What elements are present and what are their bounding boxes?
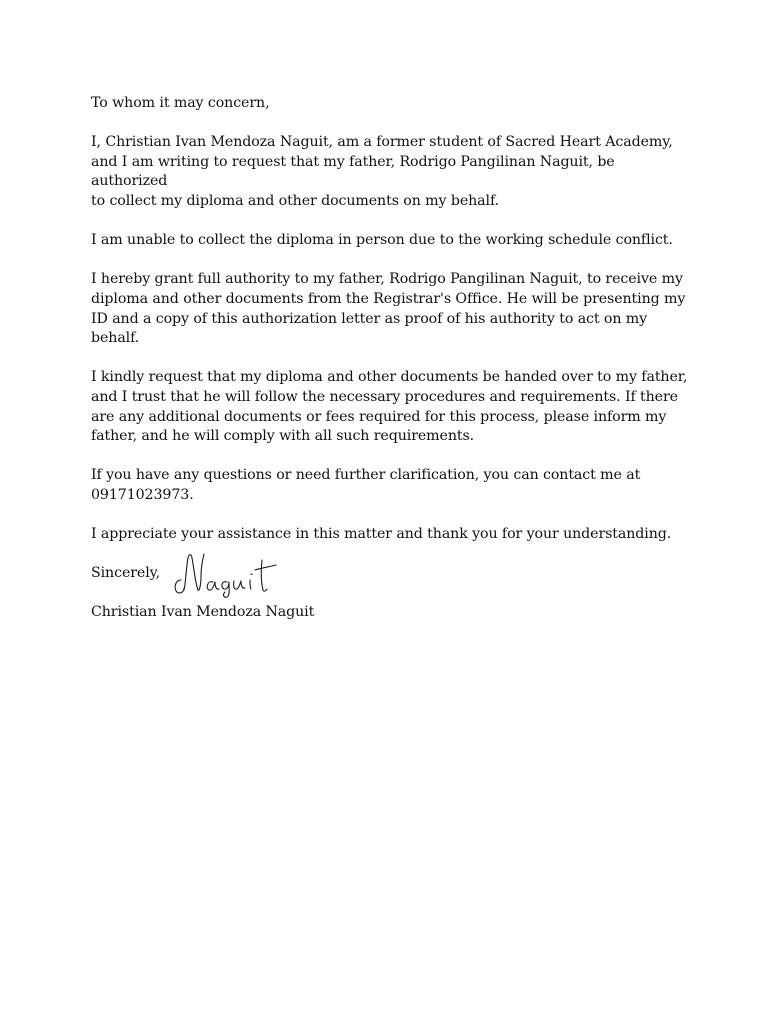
closing-block	[91, 564, 691, 621]
paragraph-handover: I kindly request that my diploma and other documents be handed over to my father, and I trust that he will follow the necessary procedures and requirements. If there are any additional documents or fees required for this process, please inform my father, and he will comply with all such requirements.	[91, 369, 688, 445]
paragraph-request: I, Christian Ivan Mendoza Naguit, am a former student of Sacred Heart Academy, and I am writing to request that my father, Rodrigo Pangilinan Naguit, be authorized to collect my diploma and other documents on my behalf.	[91, 134, 673, 209]
closing: Sincerely,	[91, 565, 161, 582]
paragraph-contact: If you have any questions or need further clarification, you can contact me at 09171023973.	[91, 467, 641, 503]
paragraph-thanks: I appreciate your assistance in this matter and thank you for your understanding.	[91, 526, 672, 543]
authorization-letter	[91, 94, 691, 621]
signer-name: Christian Ivan Mendoza Naguit	[91, 604, 315, 621]
salutation: To whom it may concern,	[91, 95, 270, 111]
paragraph-authority: I hereby grant full authority to my father, Rodrigo Pangilinan Naguit, to receive my diploma and other documents from the Registrar's Office. He will be presenting my ID and a copy of this authorization letter as proof of his authority to act on my behalf.	[91, 271, 686, 347]
paragraph-reason: I am unable to collect the diploma in person due to the working schedule conflict.	[91, 232, 673, 249]
